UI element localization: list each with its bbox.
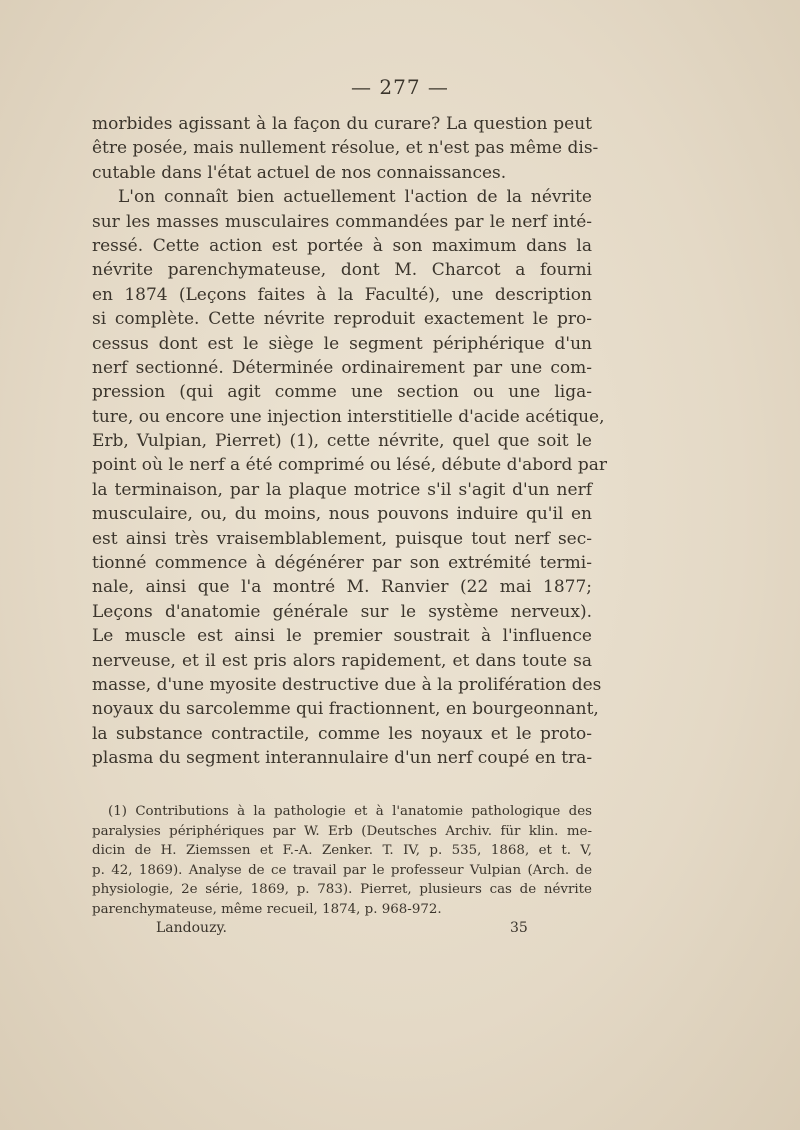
text-line: L'on connaît bien actuellement l'action de la névrite: [118, 187, 592, 208]
text-line: tionné commence à dégénérer par son extrémité termi-: [92, 553, 592, 574]
footnote-line: p. 42, 1869). Analyse de ce travail par le professeur Vulpian (Arch. de: [92, 862, 592, 878]
signature-line: [92, 918, 592, 938]
text-line: musculaire, ou, du moins, nous pouvons induire qu'il en: [92, 504, 592, 525]
text-line: nerveuse, et il est pris alors rapidement, et dans toute sa: [92, 650, 592, 671]
footnotes: [92, 802, 592, 919]
text-line: sur les masses musculaires commandées par le nerf inté-: [92, 211, 592, 232]
text-line: la substance contractile, comme les noyaux et le proto-: [92, 723, 592, 744]
signature-author: Landouzy.: [156, 920, 227, 936]
text-line: névrite parenchymateuse, dont M. Charcot a fourni: [92, 260, 592, 281]
text-line: si complète. Cette névrite reproduit exactement le pro-: [92, 309, 592, 330]
footnote-line: parenchymateuse, même recueil, 1874, p. 968-972.: [92, 901, 442, 917]
body-text: [92, 112, 607, 771]
text-line: morbides agissant à la façon du curare? La question peut: [92, 114, 592, 134]
text-line: être posée, mais nullement résolue, et n'est pas même dis-: [92, 138, 599, 159]
footnote-line: (1) Contributions à la pathologie et à l'anatomie pathologique des: [108, 804, 592, 819]
footnote-line: paralysies périphériques par W. Erb (Deutsches Archiv. für klin. me-: [92, 823, 592, 839]
text-line: ture, ou encore une injection interstitielle d'acide acétique,: [92, 406, 605, 427]
text-line: cessus dont est le siège le segment périphérique d'un: [92, 333, 592, 354]
text-line: nerf sectionné. Déterminée ordinairement par une com-: [92, 357, 592, 378]
signature-number: 35: [510, 920, 528, 936]
text-line: est ainsi très vraisemblablement, puisque tout nerf sec-: [92, 528, 592, 549]
text-line: masse, d'une myosite destructive due à la prolifération des: [92, 674, 602, 695]
text-line: Erb, Vulpian, Pierret) (1), cette névrite, quel que soit le: [92, 431, 592, 452]
text-line: noyaux du sarcolemme qui fractionnent, en bourgeonnant,: [92, 699, 599, 720]
footnote-line: physiologie, 2e série, 1869, p. 783). Pierret, plusieurs cas de névrite: [92, 882, 592, 897]
text-line: ressé. Cette action est portée à son maximum dans la: [92, 235, 592, 256]
text-line: la terminaison, par la plaque motrice s'il s'agit d'un nerf: [92, 479, 592, 500]
text-line: nale, ainsi que l'a montré M. Ranvier (22 mai 1877;: [92, 577, 592, 598]
text-line: Leçons d'anatomie générale sur le système nerveux).: [92, 601, 592, 622]
page-number-header: — 277 —: [351, 75, 449, 99]
text-line: pression (qui agit comme une section ou une liga-: [92, 382, 592, 403]
text-line: plasma du segment interannulaire d'un nerf coupé en tra-: [92, 748, 593, 769]
text-line: point où le nerf a été comprimé ou lésé, débute d'abord par: [92, 455, 607, 476]
text-line: cutable dans l'état actuel de nos connaissances.: [92, 162, 507, 183]
text-line: Le muscle est ainsi le premier soustrait à l'influence: [92, 626, 592, 647]
footnote-line: dicin de H. Ziemssen et F.-A. Zenker. T. IV, p. 535, 1868, et t. V,: [92, 843, 592, 858]
text-line: en 1874 (Leçons faites à la Faculté), une description: [92, 284, 592, 305]
